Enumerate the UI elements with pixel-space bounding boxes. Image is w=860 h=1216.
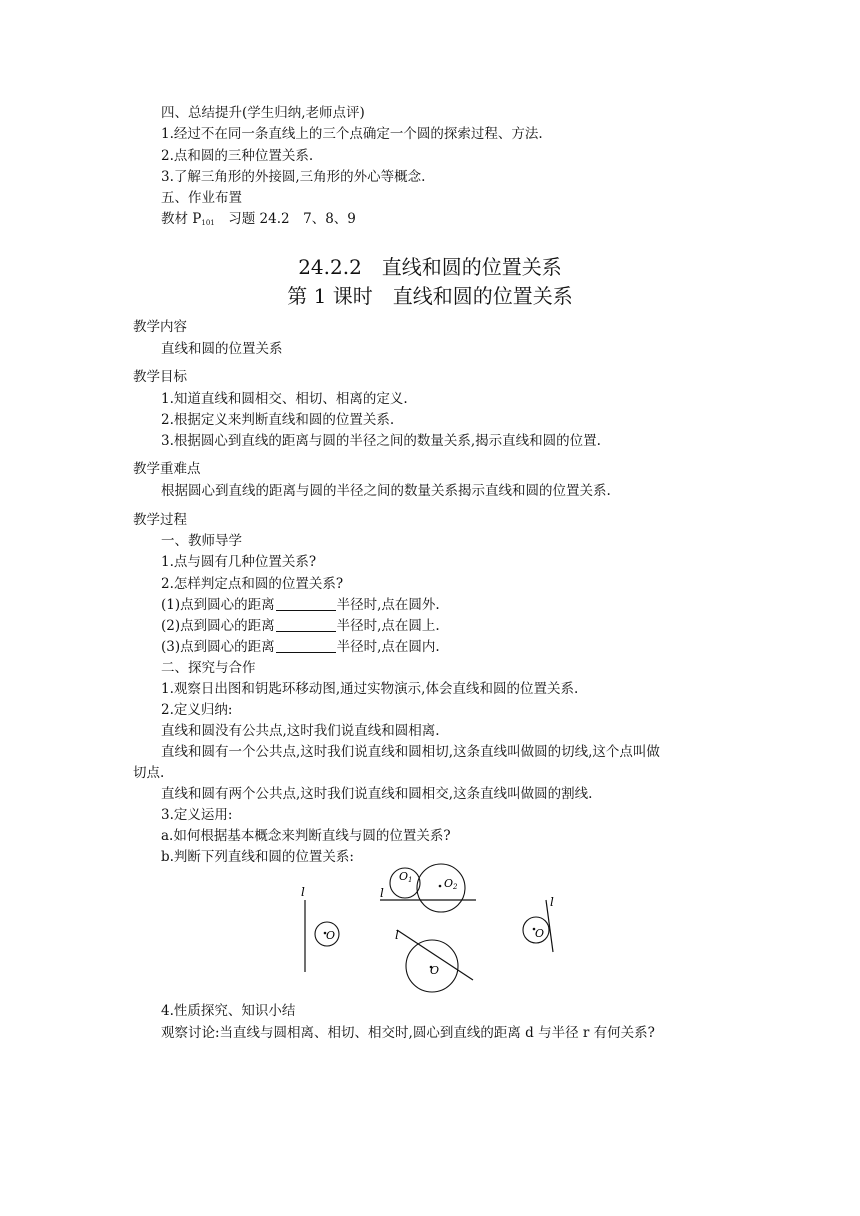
tangent-single-line-label: l: [550, 895, 554, 909]
separate-line-label: l: [301, 885, 305, 899]
fill-1-post: 半径时,点在圆外.: [336, 597, 440, 613]
key-points-text: 根据圆心到直线的距离与圆的半径之间的数量关系揭示直线和圆的位置关系.: [161, 483, 611, 499]
goal-item-1: 1.知道直线和圆相交、相切、相离的定义.: [161, 391, 408, 407]
definition-tangent-cont: 切点.: [133, 765, 165, 781]
goal-item-3: 3.根据圆心到直线的距离与圆的半径之间的数量关系,揭示直线和圆的位置.: [161, 433, 601, 449]
separate-center-label: O: [326, 929, 336, 942]
summary-item-1: 1.经过不在同一条直线上的三个点确定一个圆的探索过程、方法.: [161, 126, 543, 142]
process-observe: 1.观察日出图和钥匙环移动图,通过实物演示,体会直线和圆的位置关系.: [161, 681, 579, 697]
definition-tangent: 直线和圆有一个公共点,这时我们说直线和圆相切,这条直线叫做圆的切线,这个点叫做: [161, 744, 660, 760]
fill-line-3: [161, 638, 440, 656]
process-part1: 一、教师导学: [161, 533, 242, 549]
key-points-label: 教学重难点: [133, 461, 201, 477]
discussion: 观察讨论:当直线与圆相离、相切、相交时,圆心到直线的距离 d 与半径 r 有何关系?: [161, 1025, 655, 1041]
homework-rest: 习题 24.2 7、8、9: [214, 211, 356, 227]
fill-1-blank: [276, 597, 336, 611]
homework-line: [161, 210, 356, 232]
homework-prefix: 教材 P: [161, 211, 202, 227]
homework-heading: 五、作业布置: [161, 190, 242, 206]
fill-3-blank: [276, 639, 336, 653]
fill-3-post: 半径时,点在圆内.: [336, 639, 440, 655]
homework-page-sub: 101: [201, 219, 215, 227]
process-q2: 2.怎样判定点和圆的位置关系?: [161, 576, 344, 592]
process-label: 教学过程: [133, 512, 187, 528]
content-text: 直线和圆的位置关系: [161, 341, 283, 357]
summary-item-2: 2.点和圆的三种位置关系.: [161, 148, 314, 164]
summary-heading: 四、总结提升(学生归纳,老师点评): [161, 105, 365, 121]
intersect-line-label: l: [395, 928, 399, 942]
o2-center-dot: [439, 885, 442, 888]
section-title: 24.2.2 直线和圆的位置关系: [298, 255, 562, 279]
summary-item-3: 3.了解三角形的外接圆,三角形的外心等概念.: [161, 169, 426, 185]
o2-label: O2: [444, 877, 458, 891]
intersect-center-label: O: [430, 964, 440, 977]
apply-label: 3.定义运用:: [161, 807, 233, 823]
apply-a: a.如何根据基本概念来判断直线与圆的位置关系?: [161, 828, 451, 844]
goals-label: 教学目标: [133, 369, 187, 385]
content-label: 教学内容: [133, 319, 187, 335]
fill-1-pre: (1)点到圆心的距离: [161, 597, 275, 613]
circle-o2: [417, 864, 465, 912]
figure-tangent-single: [523, 895, 554, 952]
o1-label: O1: [399, 870, 413, 884]
tangent-line-label: l: [380, 886, 384, 900]
apply-b: b.判断下列直线和圆的位置关系:: [161, 849, 354, 865]
process-q1: 1.点与圆有几种位置关系?: [161, 554, 317, 570]
tangent-single-center-label: O: [535, 927, 545, 940]
goal-item-2: 2.根据定义来判断直线和圆的位置关系.: [161, 412, 395, 428]
fill-2-post: 半径时,点在圆上.: [336, 618, 440, 634]
figure-intersect: [395, 928, 473, 992]
line-circle-figure: [280, 862, 580, 1002]
fill-3-pre: (3)点到圆心的距离: [161, 639, 275, 655]
define-label: 2.定义归纳:: [161, 702, 233, 718]
fill-2-pre: (2)点到圆心的距离: [161, 618, 275, 634]
property-label: 4.性质探究、知识小结: [161, 1003, 296, 1019]
fill-line-1: [161, 596, 440, 614]
definition-intersect: 直线和圆有两个公共点,这时我们说直线和圆相交,这条直线叫做圆的割线.: [161, 786, 593, 802]
figure-tangent-pair: [380, 864, 476, 912]
definition-separate: 直线和圆没有公共点,这时我们说直线和圆相离.: [161, 723, 440, 739]
lesson-title: 第 1 课时 直线和圆的位置关系: [287, 284, 573, 308]
fill-2-blank: [276, 618, 336, 632]
process-part2: 二、探究与合作: [161, 660, 256, 676]
figure-separate: [301, 885, 339, 972]
fill-line-2: [161, 617, 440, 635]
